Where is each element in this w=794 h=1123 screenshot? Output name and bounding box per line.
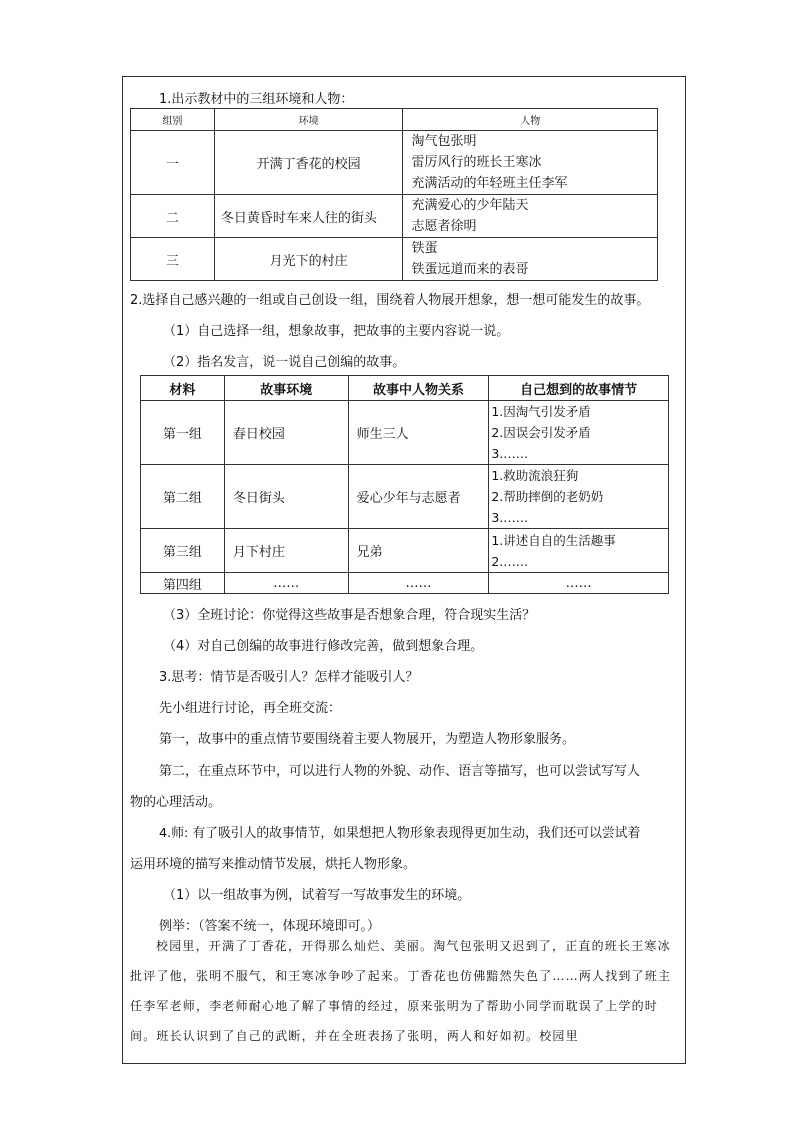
header-story-environment: 故事环境 [224,376,348,401]
character: 雷厉风行的班长王寒冰 [411,155,542,170]
material-cell: 第四组 [141,573,225,594]
section2-step3: （3）全班讨论：你觉得这些故事是否想象合理，符合现实生活？ [163,608,536,623]
plot-item: 1.救助流浪狂狗 [491,468,579,483]
section3-heading: 3.思考：情节是否吸引人？怎样才能吸引人？ [159,670,419,685]
table-row [141,465,669,529]
character: 铁蛋远道而来的表哥 [411,262,529,277]
environment-cell: 开满丁香花的校园 [214,131,403,195]
header-character-relation: 故事中人物关系 [348,376,489,401]
environment-cell: 月下村庄 [224,529,348,573]
table-row [131,131,658,195]
plot-item: 3.…… [491,446,529,461]
group-cell: 二 [131,195,215,238]
plot-cell [489,401,669,465]
table-row [141,401,669,465]
environment-characters-table [130,108,658,281]
header-material: 材料 [141,376,225,401]
group-cell: 三 [131,238,215,281]
section3-point1: 第一，故事中的重点情节要围绕着主要人物展开，为塑造人物形象服务。 [159,732,576,747]
relation-cell: 爱心少年与志愿者 [348,465,489,529]
example-story: 校园里，开满了丁香花，开得那么灿烂、美丽。淘气包张明又迟到了，正直的班长王寒冰批评了他，张明不服气，和王寒冰争吵了起来。丁香花也仿佛黯然失色了……两人找到了班主任李军老师，李老师耐心地了解了事情的经过，原来张明为了帮助小同学而耽误了上学的时间。班长认识到了自己的武断，并在全班表扬了张明，两人和好如初。校园里 [130,939,672,1043]
section4-example: 例举：（答案不统一，体现环境即可。） [159,919,381,934]
environment-cell: 冬日黄昏时车来人往的街头 [214,195,403,238]
header-plot: 自己想到的故事情节 [489,376,669,401]
material-cell: 第一组 [141,401,225,465]
plot-cell [489,465,669,529]
table-row [141,573,669,594]
character: 淘气包张明 [411,134,477,149]
story-plot-table [140,375,669,594]
section2-step1: （1）自己选择一组，想象故事，把故事的主要内容说一说。 [163,324,510,339]
character: 充满活动的年轻班主任李军 [411,176,568,191]
plot-cell [489,529,669,573]
plot-item: 1.讲述自自的生活趣事 [491,532,616,548]
table-header-row [141,376,669,401]
header-characters: 人物 [403,109,658,131]
section4-line1: 4.师: 有了吸引人的故事情节，如果想把人物形象表现得更加生动，我们还可以尝试着 [159,826,641,841]
environment-cell: 月光下的村庄 [214,238,403,281]
header-environment: 环境 [214,109,403,131]
relation-cell: …… [348,573,489,594]
section1-heading: 1.出示教材中的三组环境和人物： [159,92,354,107]
group-cell: 一 [131,131,215,195]
plot-item: 3.…… [491,510,529,525]
environment-cell: …… [224,573,348,594]
environment-cell: 春日校园 [224,401,348,465]
table-row [131,195,658,238]
characters-cell [403,195,658,238]
characters-cell [403,238,658,281]
section3-point2: 第二，在重点环节中，可以进行人物的外貌、动作、语言等描写，也可以尝试写写人 [159,764,641,779]
material-cell: 第二组 [141,465,225,529]
environment-cell: 冬日街头 [224,465,348,529]
section2-heading: 2.选择自己感兴趣的一组或自己创设一组，围绕着人物展开想象，想一想可能发生的故事。 [130,293,650,308]
plot-item: 1.因淘气引发矛盾 [491,404,591,419]
characters-cell [403,131,658,195]
section4-step1: （1）以一组故事为例，试着写一写故事发生的环境。 [163,888,471,903]
header-group: 组别 [131,109,215,131]
character: 充满爱心的少年陆天 [411,198,529,213]
section3-point2-cont: 物的心理活动。 [130,795,222,810]
section4-line2: 运用环境的描写来推动情节发展，烘托人物形象。 [130,857,417,872]
section3-intro: 先小组进行讨论，再全班交流： [159,701,342,716]
relation-cell: 师生三人 [348,401,489,465]
material-cell: 第三组 [141,529,225,573]
section2-step2: （2）指名发言，说一说自己创编的故事。 [163,355,406,370]
plot-item: 2.因误会引发矛盾 [491,425,591,440]
plot-cell: …… [489,573,669,594]
table-row [141,529,669,573]
plot-item: 2.…… [491,553,529,569]
character: 铁蛋 [411,241,438,256]
plot-item: 2.帮助摔倒的老奶奶 [491,489,604,504]
table-header-row [131,109,658,131]
relation-cell: 兄弟 [348,529,489,573]
table-row [131,238,658,281]
character: 志愿者徐明 [411,219,477,234]
section2-step4: （4）对自己创编的故事进行修改完善，做到想象合理。 [163,639,484,654]
